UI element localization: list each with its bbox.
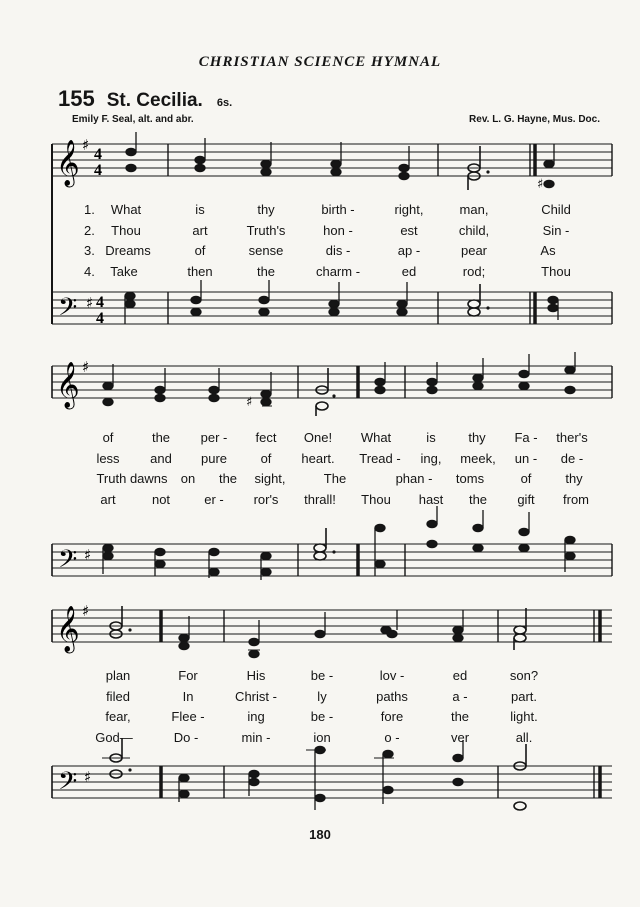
lyric-syllable: be - [310, 668, 334, 683]
lyric-syllable: on [180, 471, 196, 486]
verse-number: 1. [84, 202, 95, 217]
lyric-syllable: ror's [253, 492, 279, 507]
lyric-syllable: Child [541, 202, 571, 217]
lyric-syllable: min - [241, 730, 271, 745]
music-notation [0, 592, 640, 824]
music-system-1 [0, 130, 640, 350]
lyric-syllable: rod; [462, 264, 486, 279]
lyric-syllable: ion [313, 730, 331, 745]
page-number: 180 [309, 827, 331, 842]
lyric-syllable: pure [200, 451, 228, 466]
words-credit: Emily F. Seal, alt. and abr. [72, 114, 194, 125]
lyric-syllable: sight, [254, 471, 286, 486]
lyric-syllable: est [400, 223, 418, 238]
lyric-syllable: and [150, 451, 172, 466]
lyric-syllable: less [96, 451, 120, 466]
treble-clef-icon: 𝄞 [56, 606, 80, 652]
lyric-line [0, 202, 640, 220]
music-system-2 [0, 350, 640, 590]
svg-text:♯: ♯ [86, 294, 94, 312]
lyric-syllable: all. [515, 730, 533, 745]
svg-text:4: 4 [94, 162, 102, 179]
lyric-syllable: Thou [541, 264, 571, 279]
lyric-syllable: of [260, 451, 272, 466]
svg-text:♯: ♯ [84, 546, 92, 564]
lyric-syllable: from [563, 492, 589, 507]
lyric-syllable: then [187, 264, 213, 279]
lyric-syllable: thy [565, 471, 583, 486]
lyric-syllable: birth - [321, 202, 355, 217]
lyric-syllable: a - [452, 689, 468, 704]
lyric-syllable: Christ - [235, 689, 277, 704]
lyric-syllable: sense [248, 243, 284, 258]
lyric-syllable: toms [455, 471, 485, 486]
lyric-syllable: the [450, 709, 470, 724]
lyric-syllable: Do - [173, 730, 199, 745]
verse-number: 4. [84, 264, 95, 279]
lyric-syllable: not [151, 492, 171, 507]
svg-text:4: 4 [94, 146, 102, 163]
svg-text:4: 4 [96, 310, 104, 327]
music-system-3 [0, 592, 640, 824]
lyric-line [0, 451, 640, 469]
lyric-syllable: man, [459, 202, 489, 217]
svg-text:♯: ♯ [82, 358, 90, 376]
svg-text:4: 4 [96, 294, 104, 311]
meter: 6s. [216, 97, 233, 109]
lyric-syllable: Sin - [542, 223, 570, 238]
lyric-syllable: ed [401, 264, 417, 279]
svg-text:♯: ♯ [246, 395, 253, 410]
lyric-syllable: o - [384, 730, 400, 745]
lyric-line [0, 223, 640, 241]
lyric-syllable: the [468, 492, 488, 507]
lyric-syllable: Fa - [514, 430, 538, 445]
lyric-syllable: charm - [315, 264, 361, 279]
lyric-syllable: As [540, 243, 556, 258]
lyric-syllable: hon - [323, 223, 353, 238]
lyric-syllable: dis - [325, 243, 351, 258]
lyric-line [0, 471, 640, 489]
lyric-syllable: gift [517, 492, 535, 507]
lyric-syllable: God— [95, 730, 133, 745]
lyric-syllable: ther's [556, 430, 588, 445]
lyric-syllable: son? [509, 668, 539, 683]
lyric-line [0, 430, 640, 448]
lyric-syllable: fect [255, 430, 277, 445]
lyric-syllable: For [178, 668, 198, 683]
lyric-syllable: Thou [111, 223, 141, 238]
running-head: CHRISTIAN SCIENCE HYMNAL [198, 54, 442, 70]
lyric-syllable: ly [317, 689, 327, 704]
lyric-syllable: ed [452, 668, 468, 683]
lyric-syllable: ing, [420, 451, 442, 466]
lyric-syllable: pear [460, 243, 488, 258]
lyric-syllable: de - [560, 451, 584, 466]
lyric-syllable: part. [510, 689, 538, 704]
lyric-syllable: Tread - [359, 451, 401, 466]
lyric-syllable: paths [376, 689, 408, 704]
lyric-syllable: lov - [379, 668, 405, 683]
lyric-syllable: light. [510, 709, 538, 724]
lyric-syllable: un - [514, 451, 538, 466]
lyric-syllable: child, [458, 223, 490, 238]
lyric-syllable: thrall! [304, 492, 336, 507]
lyric-syllable: meek, [460, 451, 496, 466]
lyric-syllable: right, [394, 202, 424, 217]
lyric-syllable: plan [105, 668, 131, 683]
lyric-syllable: What [360, 430, 392, 445]
lyric-syllable: ap - [397, 243, 421, 258]
lyric-syllable: of [520, 471, 532, 486]
lyric-syllable: art [192, 223, 208, 238]
lyric-syllable: The [323, 471, 347, 486]
lyric-syllable: filed [106, 689, 130, 704]
lyric-line [0, 668, 640, 686]
lyric-syllable: of [194, 243, 206, 258]
lyric-syllable: the [218, 471, 238, 486]
lyric-syllable: thy [468, 430, 486, 445]
lyric-syllable: er - [204, 492, 224, 507]
lyric-line [0, 264, 640, 282]
lyric-syllable: Truth dawns [96, 471, 168, 486]
hymn-header [58, 86, 618, 112]
svg-text:♯: ♯ [84, 768, 92, 786]
lyric-syllable: fore [380, 709, 404, 724]
lyric-line [0, 689, 640, 707]
lyric-syllable: phan - [395, 471, 433, 486]
lyric-syllable: per - [200, 430, 228, 445]
lyric-syllable: of [102, 430, 114, 445]
lyric-syllable: thy [257, 202, 275, 217]
lyric-syllable: Thou [361, 492, 391, 507]
bass-clef-icon: 𝄢 [58, 293, 78, 328]
verse-number: 2. [84, 223, 95, 238]
music-notation [0, 350, 640, 590]
credits [72, 114, 600, 125]
lyric-line [0, 730, 640, 748]
lyric-syllable: art [100, 492, 116, 507]
treble-clef-icon: 𝄞 [56, 362, 80, 408]
lyric-syllable: fear, [105, 709, 131, 724]
lyric-syllable: In [182, 689, 194, 704]
svg-text:♯: ♯ [82, 136, 90, 154]
lyric-syllable: the [256, 264, 276, 279]
music-credit: Rev. L. G. Hayne, Mus. Doc. [469, 114, 600, 125]
lyric-syllable: Dreams [105, 243, 151, 258]
lyric-syllable: the [151, 430, 171, 445]
lyric-line [0, 243, 640, 261]
svg-text:♯: ♯ [82, 602, 90, 620]
bass-clef-icon: 𝄢 [58, 545, 78, 580]
lyric-syllable: heart. [301, 451, 335, 466]
lyric-syllable: ver [450, 730, 470, 745]
lyric-syllable: is [426, 430, 436, 445]
tune-name: St. Cecilia. [106, 90, 203, 111]
hymn-number: 155 [58, 86, 95, 111]
lyric-syllable: What [110, 202, 142, 217]
lyric-syllable: hast [418, 492, 444, 507]
bass-clef-icon: 𝄢 [58, 767, 78, 802]
lyric-syllable: is [195, 202, 205, 217]
lyric-syllable: Take [110, 264, 138, 279]
lyric-syllable: ing [247, 709, 265, 724]
lyric-syllable: be - [310, 709, 334, 724]
lyric-syllable: Flee - [171, 709, 205, 724]
lyric-syllable: His [246, 668, 266, 683]
svg-text:♯: ♯ [537, 177, 544, 192]
lyric-line [0, 492, 640, 510]
lyric-syllable: Truth's [246, 223, 286, 238]
verse-number: 3. [84, 243, 95, 258]
lyric-line [0, 709, 640, 727]
treble-clef-icon: 𝄞 [56, 140, 80, 186]
lyric-syllable: One! [303, 430, 333, 445]
